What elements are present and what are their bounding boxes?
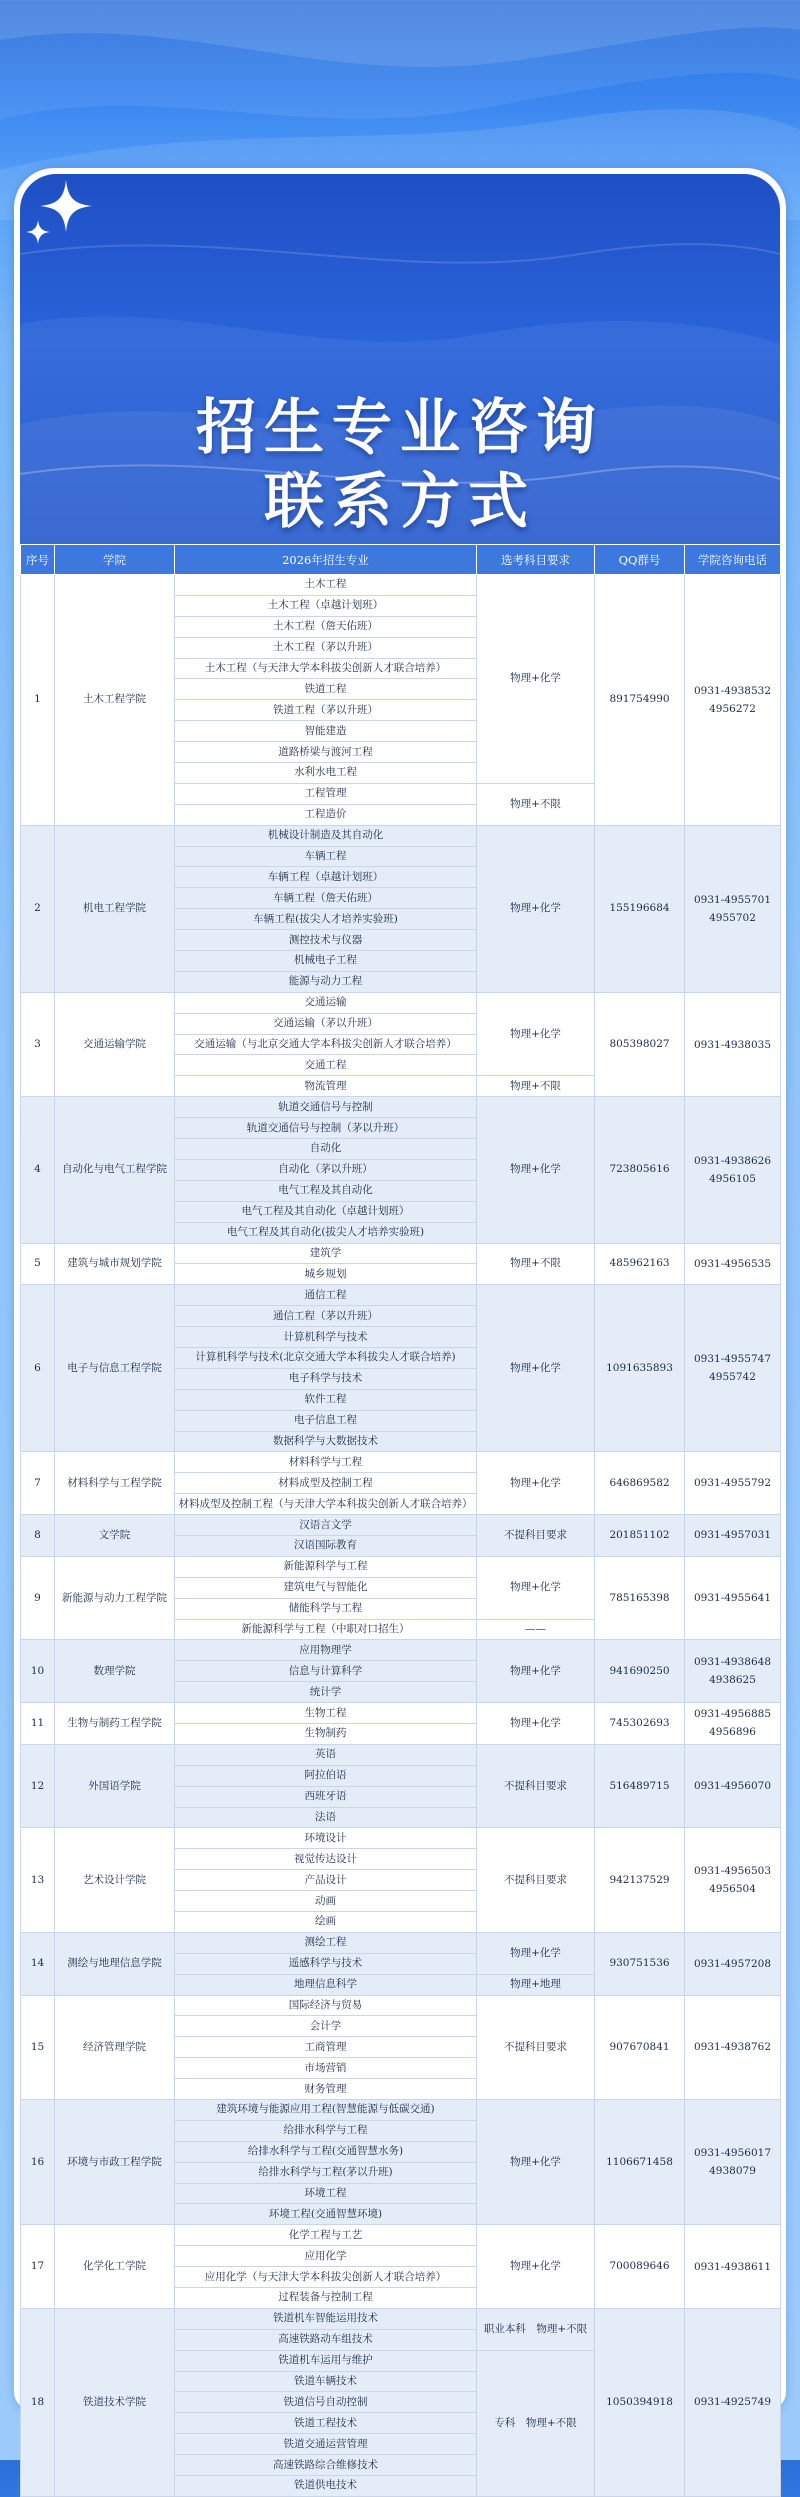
subject-requirement: 物理+地理 (477, 1974, 595, 1995)
consult-phone (685, 2225, 781, 2309)
major-name: 材料成型及控制工程 (175, 1473, 477, 1494)
header-index: 序号 (21, 545, 55, 575)
subject-requirement: 物理+化学 (477, 825, 595, 992)
major-name: 国际经济与贸易 (175, 1995, 477, 2016)
major-name: 建筑学 (175, 1243, 477, 1264)
major-name: 土木工程（卓越计划班） (175, 595, 477, 616)
subject-requirement: 不提科目要求 (477, 1515, 595, 1557)
sparkle-icon (20, 174, 100, 254)
major-name: 城乡规划 (175, 1264, 477, 1285)
phone-line: 4956272 (709, 702, 756, 715)
consult-phone (685, 1097, 781, 1243)
major-name: 过程装备与控制工程 (175, 2288, 477, 2309)
major-name: 铁道交通运营管理 (175, 2434, 477, 2455)
qq-group-number: 1106671458 (595, 2100, 685, 2225)
major-name: 铁道供电技术 (175, 2476, 477, 2497)
major-name: 建筑电气与智能化 (175, 1577, 477, 1598)
major-name: 化学工程与工艺 (175, 2225, 477, 2246)
table-row (21, 992, 781, 1013)
table-row (21, 1703, 781, 1724)
subject-requirement: 物理+化学 (477, 1452, 595, 1515)
major-name: 交通运输（茅以升班） (175, 1013, 477, 1034)
subject-requirement: 物理+化学 (477, 1285, 595, 1452)
college-name: 化学化工学院 (55, 2225, 175, 2309)
major-name: 应用物理学 (175, 1640, 477, 1661)
phone-line: 4955742 (709, 1371, 756, 1384)
table-row (21, 2225, 781, 2246)
qq-group-number: 930751536 (595, 1932, 685, 1995)
college-name: 建筑与城市规划学院 (55, 1243, 175, 1285)
subject-requirement: 职业本科 物理+不限 (477, 2308, 595, 2350)
qq-group-number: 1050394918 (595, 2308, 685, 2496)
row-index: 5 (21, 1243, 55, 1285)
major-name: 英语 (175, 1744, 477, 1765)
row-index: 11 (21, 1703, 55, 1745)
subject-requirement: 物理+化学 (477, 1932, 595, 1974)
subject-requirement: 物理+不限 (477, 1076, 595, 1097)
major-name: 交通运输（与北京交通大学本科拔尖创新人才联合培养） (175, 1034, 477, 1055)
row-index: 7 (21, 1452, 55, 1515)
major-name: 统计学 (175, 1682, 477, 1703)
consult-phone (685, 1515, 781, 1557)
phone-line: 0931-4938532 (693, 684, 772, 697)
phone-line: 0931-4938035 (693, 1038, 772, 1051)
header-subject: 选考科目要求 (477, 545, 595, 575)
major-name: 工程造价 (175, 804, 477, 825)
major-name: 铁道工程（茅以升班） (175, 700, 477, 721)
major-name: 应用化学 (175, 2246, 477, 2267)
table-row (21, 1243, 781, 1264)
row-index: 16 (21, 2100, 55, 2225)
subject-requirement: 物理+不限 (477, 1243, 595, 1285)
subject-requirement: 物理+化学 (477, 1097, 595, 1243)
qq-group-number: 201851102 (595, 1515, 685, 1557)
major-name: 遥感科学与技术 (175, 1953, 477, 1974)
major-name: 道路桥梁与渡河工程 (175, 742, 477, 763)
consult-phone (685, 825, 781, 992)
table-row (21, 825, 781, 846)
row-index: 10 (21, 1640, 55, 1703)
college-name: 数理学院 (55, 1640, 175, 1703)
subject-requirement: 物理+化学 (477, 575, 595, 784)
row-index: 13 (21, 1828, 55, 1932)
major-name: 西班牙语 (175, 1786, 477, 1807)
phone-line: 4956896 (709, 1726, 756, 1739)
row-index: 1 (21, 575, 55, 826)
phone-line: 0931-4938762 (693, 2041, 772, 2054)
college-name: 交通运输学院 (55, 992, 175, 1096)
major-name: 智能建造 (175, 721, 477, 742)
phone-line: 4938079 (709, 2165, 756, 2178)
qq-group-number: 1091635893 (595, 1285, 685, 1452)
content-card (14, 168, 786, 2492)
row-index: 17 (21, 2225, 55, 2309)
subject-requirement: 物理+化学 (477, 1640, 595, 1703)
college-name: 新能源与动力工程学院 (55, 1556, 175, 1640)
phone-line: 0931-4938626 (693, 1154, 772, 1167)
qq-group-number: 941690250 (595, 1640, 685, 1703)
major-name: 财务管理 (175, 2079, 477, 2100)
major-name: 交通工程 (175, 1055, 477, 1076)
table-row (21, 1744, 781, 1765)
admissions-table (20, 544, 781, 2497)
qq-group-number: 942137529 (595, 1828, 685, 1932)
major-name: 高速铁路综合维修技术 (175, 2455, 477, 2476)
row-index: 8 (21, 1515, 55, 1557)
phone-line: 0931-4956017 (693, 2147, 772, 2160)
major-name: 给排水科学与工程(交通智慧水务) (175, 2141, 477, 2162)
major-name: 建筑环境与能源应用工程(智慧能源与低碳交通) (175, 2100, 477, 2121)
qq-group-number: 700089646 (595, 2225, 685, 2309)
major-name: 铁道机车运用与维护 (175, 2350, 477, 2371)
phone-line: 0931-4955747 (693, 1353, 772, 1366)
table-row (21, 575, 781, 596)
consult-phone (685, 1243, 781, 1285)
college-name: 机电工程学院 (55, 825, 175, 992)
college-name: 经济管理学院 (55, 1995, 175, 2099)
qq-group-number: 516489715 (595, 1744, 685, 1828)
qq-group-number: 907670841 (595, 1995, 685, 2099)
major-name: 环境工程(交通智慧环境) (175, 2204, 477, 2225)
subject-requirement: 物理+化学 (477, 2225, 595, 2309)
table-row (21, 1097, 781, 1118)
subject-requirement: 不提科目要求 (477, 1995, 595, 2099)
major-name: 新能源科学与工程（中职对口招生） (175, 1619, 477, 1640)
row-index: 3 (21, 992, 55, 1096)
major-name: 绘画 (175, 1912, 477, 1933)
major-name: 新能源科学与工程 (175, 1556, 477, 1577)
row-index: 6 (21, 1285, 55, 1452)
major-name: 市场营销 (175, 2058, 477, 2079)
title-banner (20, 174, 780, 544)
major-name: 测控技术与仪器 (175, 930, 477, 951)
major-name: 动画 (175, 1891, 477, 1912)
subject-requirement: 不提科目要求 (477, 1744, 595, 1828)
major-name: 产品设计 (175, 1870, 477, 1891)
phone-line: 0931-4957031 (693, 1529, 772, 1542)
row-index: 15 (21, 1995, 55, 2099)
major-name: 信息与计算科学 (175, 1661, 477, 1682)
phone-line: 0931-4938648 (693, 1656, 772, 1669)
subject-requirement: 物理+化学 (477, 2100, 595, 2225)
major-name: 电子信息工程 (175, 1410, 477, 1431)
major-name: 自动化（茅以升班） (175, 1159, 477, 1180)
header-phone: 学院咨询电话 (685, 545, 781, 575)
table-row (21, 2308, 781, 2329)
major-name: 铁道工程 (175, 679, 477, 700)
consult-phone (685, 1744, 781, 1828)
major-name: 交通运输 (175, 992, 477, 1013)
major-name: 生物制药 (175, 1723, 477, 1744)
major-name: 计算机科学与技术 (175, 1327, 477, 1348)
major-name: 环境设计 (175, 1828, 477, 1849)
subject-requirement: 物理+化学 (477, 992, 595, 1076)
major-name: 材料成型及控制工程（与天津大学本科拔尖创新人才联合培养） (175, 1494, 477, 1515)
phone-line: 4956105 (709, 1172, 756, 1185)
table-body (21, 575, 781, 2497)
major-name: 机械电子工程 (175, 951, 477, 972)
consult-phone (685, 1828, 781, 1932)
qq-group-number: 723805616 (595, 1097, 685, 1243)
major-name: 地理信息科学 (175, 1974, 477, 1995)
phone-line: 0931-4955792 (693, 1477, 772, 1490)
major-name: 视觉传达设计 (175, 1849, 477, 1870)
subject-requirement: 专科 物理+不限 (477, 2350, 595, 2496)
college-name: 土木工程学院 (55, 575, 175, 826)
subject-requirement: 物理+不限 (477, 783, 595, 825)
row-index: 12 (21, 1744, 55, 1828)
qq-group-number: 745302693 (595, 1703, 685, 1745)
major-name: 轨道交通信号与控制 (175, 1097, 477, 1118)
college-name: 电子与信息工程学院 (55, 1285, 175, 1452)
college-name: 外国语学院 (55, 1744, 175, 1828)
qq-group-number: 485962163 (595, 1243, 685, 1285)
major-name: 车辆工程（卓越计划班） (175, 867, 477, 888)
major-name: 软件工程 (175, 1389, 477, 1410)
table-row (21, 1452, 781, 1473)
consult-phone (685, 1452, 781, 1515)
major-name: 能源与动力工程 (175, 971, 477, 992)
phone-line: 0931-4956070 (693, 1780, 772, 1793)
major-name: 通信工程 (175, 1285, 477, 1306)
major-name: 物流管理 (175, 1076, 477, 1097)
subject-requirement: 物理+化学 (477, 1703, 595, 1745)
major-name: 轨道交通信号与控制（茅以升班） (175, 1118, 477, 1139)
major-name: 储能科学与工程 (175, 1598, 477, 1619)
major-name: 工商管理 (175, 2037, 477, 2058)
qq-group-number: 646869582 (595, 1452, 685, 1515)
major-name: 车辆工程(拔尖人才培养实验班) (175, 909, 477, 930)
qq-group-number: 155196684 (595, 825, 685, 992)
college-name: 文学院 (55, 1515, 175, 1557)
college-name: 材料科学与工程学院 (55, 1452, 175, 1515)
qq-group-number: 805398027 (595, 992, 685, 1096)
major-name: 自动化 (175, 1139, 477, 1160)
major-name: 铁道信号自动控制 (175, 2392, 477, 2413)
major-name: 阿拉伯语 (175, 1765, 477, 1786)
row-index: 9 (21, 1556, 55, 1640)
major-name: 车辆工程（詹天佑班） (175, 888, 477, 909)
page-title: 招生专业咨询 (196, 393, 604, 463)
college-name: 环境与市政工程学院 (55, 2100, 175, 2225)
major-name: 材料科学与工程 (175, 1452, 477, 1473)
college-name: 铁道技术学院 (55, 2308, 175, 2496)
phone-line: 0931-4925749 (693, 2396, 772, 2409)
consult-phone (685, 575, 781, 826)
major-name: 高速铁路动车组技术 (175, 2329, 477, 2350)
phone-line: 0931-4956885 (693, 1708, 772, 1721)
major-name: 生物工程 (175, 1703, 477, 1724)
major-name: 土木工程（与天津大学本科拔尖创新人才联合培养） (175, 658, 477, 679)
table-row (21, 1515, 781, 1536)
table-row (21, 1285, 781, 1306)
phone-line: 0931-4955701 (693, 893, 772, 906)
table-row (21, 2100, 781, 2121)
major-name: 机械设计制造及其自动化 (175, 825, 477, 846)
major-name: 工程管理 (175, 783, 477, 804)
phone-line: 0931-4957208 (693, 1957, 772, 1970)
major-name: 土木工程（茅以升班） (175, 637, 477, 658)
major-name: 测绘工程 (175, 1932, 477, 1953)
college-name: 艺术设计学院 (55, 1828, 175, 1932)
major-name: 通信工程（茅以升班） (175, 1306, 477, 1327)
qq-group-number: 891754990 (595, 575, 685, 826)
row-index: 14 (21, 1932, 55, 1995)
major-name: 环境工程 (175, 2183, 477, 2204)
row-index: 2 (21, 825, 55, 992)
major-name: 数据科学与大数据技术 (175, 1431, 477, 1452)
major-name: 汉语言文学 (175, 1515, 477, 1536)
row-index: 18 (21, 2308, 55, 2496)
major-name: 给排水科学与工程(茅以升班) (175, 2162, 477, 2183)
college-name: 测绘与地理信息学院 (55, 1932, 175, 1995)
major-name: 电气工程及其自动化（卓越计划班） (175, 1201, 477, 1222)
consult-phone (685, 2100, 781, 2225)
consult-phone (685, 1703, 781, 1745)
college-name: 自动化与电气工程学院 (55, 1097, 175, 1243)
consult-phone (685, 1932, 781, 1995)
phone-line: 4938625 (709, 1674, 756, 1687)
phone-line: 0931-4956535 (693, 1257, 772, 1270)
header-college: 学院 (55, 545, 175, 575)
phone-line: 0931-4956503 (693, 1865, 772, 1878)
major-name: 土木工程 (175, 575, 477, 596)
subject-requirement: —— (477, 1619, 595, 1640)
table-row (21, 1640, 781, 1661)
major-name: 法语 (175, 1807, 477, 1828)
page-subtitle: 联系方式 (264, 467, 536, 537)
subject-requirement: 物理+化学 (477, 1556, 595, 1619)
phone-line: 4955702 (709, 911, 756, 924)
major-name: 计算机科学与技术(北京交通大学本科拔尖人才联合培养) (175, 1347, 477, 1368)
table-row (21, 1828, 781, 1849)
phone-line: 0931-4955641 (693, 1592, 772, 1605)
consult-phone (685, 1640, 781, 1703)
table-header-row (21, 545, 781, 575)
college-name: 生物与制药工程学院 (55, 1703, 175, 1745)
major-name: 水利水电工程 (175, 763, 477, 784)
major-name: 电气工程及其自动化 (175, 1180, 477, 1201)
major-name: 给排水科学与工程 (175, 2120, 477, 2141)
major-name: 铁道车辆技术 (175, 2371, 477, 2392)
major-name: 土木工程（詹天佑班） (175, 616, 477, 637)
header-major: 2026年招生专业 (175, 545, 477, 575)
qq-group-number: 785165398 (595, 1556, 685, 1640)
major-name: 铁道工程技术 (175, 2413, 477, 2434)
phone-line: 4956504 (709, 1883, 756, 1896)
major-name: 电气工程及其自动化(拔尖人才培养实验班) (175, 1222, 477, 1243)
table-row (21, 1932, 781, 1953)
major-name: 车辆工程 (175, 846, 477, 867)
table-row (21, 1556, 781, 1577)
major-name: 汉语国际教育 (175, 1535, 477, 1556)
consult-phone (685, 1556, 781, 1640)
consult-phone (685, 992, 781, 1096)
major-name: 应用化学（与天津大学本科拔尖创新人才联合培养） (175, 2267, 477, 2288)
major-name: 铁道机车智能运用技术 (175, 2308, 477, 2329)
consult-phone (685, 1995, 781, 2099)
table-row (21, 1995, 781, 2016)
consult-phone (685, 1285, 781, 1452)
consult-phone (685, 2308, 781, 2496)
subject-requirement: 不提科目要求 (477, 1828, 595, 1932)
major-name: 会计学 (175, 2016, 477, 2037)
row-index: 4 (21, 1097, 55, 1243)
major-name: 电子科学与技术 (175, 1368, 477, 1389)
header-qq: QQ群号 (595, 545, 685, 575)
phone-line: 0931-4938611 (693, 2260, 772, 2273)
